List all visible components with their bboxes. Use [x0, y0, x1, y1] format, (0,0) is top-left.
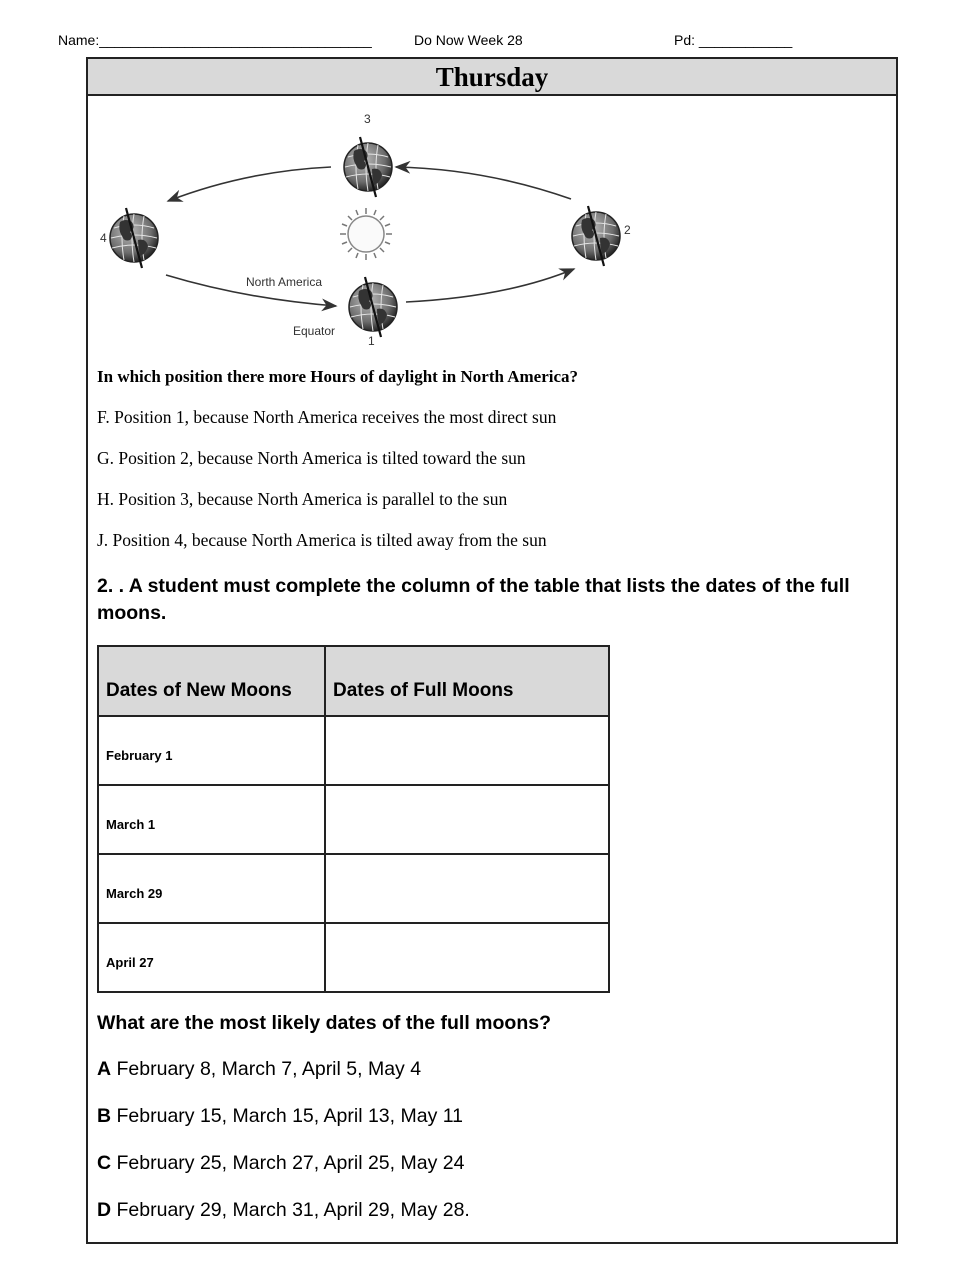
sun-icon [340, 208, 392, 260]
earth-orbit-diagram [96, 109, 656, 359]
earth-globe-position-3 [344, 137, 392, 197]
position-2-label: 2 [624, 223, 631, 237]
table-row [98, 923, 609, 992]
table-row [98, 785, 609, 854]
name-field-label: Name:___________________________________ [58, 32, 372, 48]
answer-option-g: G. Position 2, because North America is tilted toward the sun [97, 448, 526, 468]
question-3-prompt: What are the most likely dates of the full moons? [97, 1012, 551, 1034]
position-3-label: 3 [364, 112, 371, 126]
north-america-label: North America [246, 275, 323, 289]
position-4-label: 4 [100, 231, 107, 245]
option-text: February 29, March 31, April 29, May 28. [111, 1199, 470, 1221]
new-moon-date: March 1 [98, 785, 325, 854]
option-letter: D [97, 1199, 112, 1221]
answer-option-d [97, 1198, 887, 1222]
question-1-prompt: In which position there more Hours of daylight in North America? [97, 367, 579, 386]
option-letter: A [97, 1058, 112, 1080]
answer-option-b [97, 1104, 887, 1128]
answer-option-h: H. Position 3, because North America is parallel to the sun [97, 489, 508, 509]
question-2-prompt: 2. . A student must complete the column of the table that lists the dates of the full moons. [97, 575, 850, 624]
answer-option-a [97, 1057, 887, 1081]
option-text: February 8, March 7, April 5, May 4 [111, 1058, 422, 1080]
question-2 [97, 573, 887, 627]
full-moon-date-blank[interactable] [325, 854, 609, 923]
position-1-label: 1 [368, 334, 375, 348]
worksheet-title: Do Now Week 28 [414, 32, 523, 48]
table-row [98, 716, 609, 785]
option-text: February 15, March 15, April 13, May 11 [111, 1105, 463, 1127]
question-3 [97, 1012, 887, 1245]
worksheet-frame [86, 57, 898, 1244]
answer-option-j: J. Position 4, because North America is tilted away from the sun [97, 530, 547, 550]
header-full-moons: Dates of Full Moons [325, 646, 609, 716]
day-banner: Thursday [88, 59, 896, 96]
answer-option-f: F. Position 1, because North America receives the most direct sun [97, 407, 557, 427]
full-moon-date-blank[interactable] [325, 923, 609, 992]
period-field-label: Pd: ____________ [674, 32, 793, 48]
question-1 [97, 367, 887, 571]
earth-globe-position-4 [110, 208, 158, 268]
earth-globe-position-2 [572, 206, 620, 266]
new-moon-date: April 27 [98, 923, 325, 992]
answer-option-c [97, 1151, 887, 1175]
table-header-row [98, 646, 609, 716]
option-letter: B [97, 1105, 112, 1127]
equator-label: Equator [293, 324, 336, 338]
worksheet-header [58, 30, 818, 52]
moon-dates-table [97, 645, 610, 993]
earth-globe-position-1 [349, 277, 397, 337]
header-new-moons: Dates of New Moons [98, 646, 325, 716]
option-letter: C [97, 1152, 112, 1174]
full-moon-date-blank[interactable] [325, 716, 609, 785]
option-text: February 25, March 27, April 25, May 24 [111, 1152, 465, 1174]
full-moon-date-blank[interactable] [325, 785, 609, 854]
table-row [98, 854, 609, 923]
new-moon-date: March 29 [98, 854, 325, 923]
new-moon-date: February 1 [98, 716, 325, 785]
